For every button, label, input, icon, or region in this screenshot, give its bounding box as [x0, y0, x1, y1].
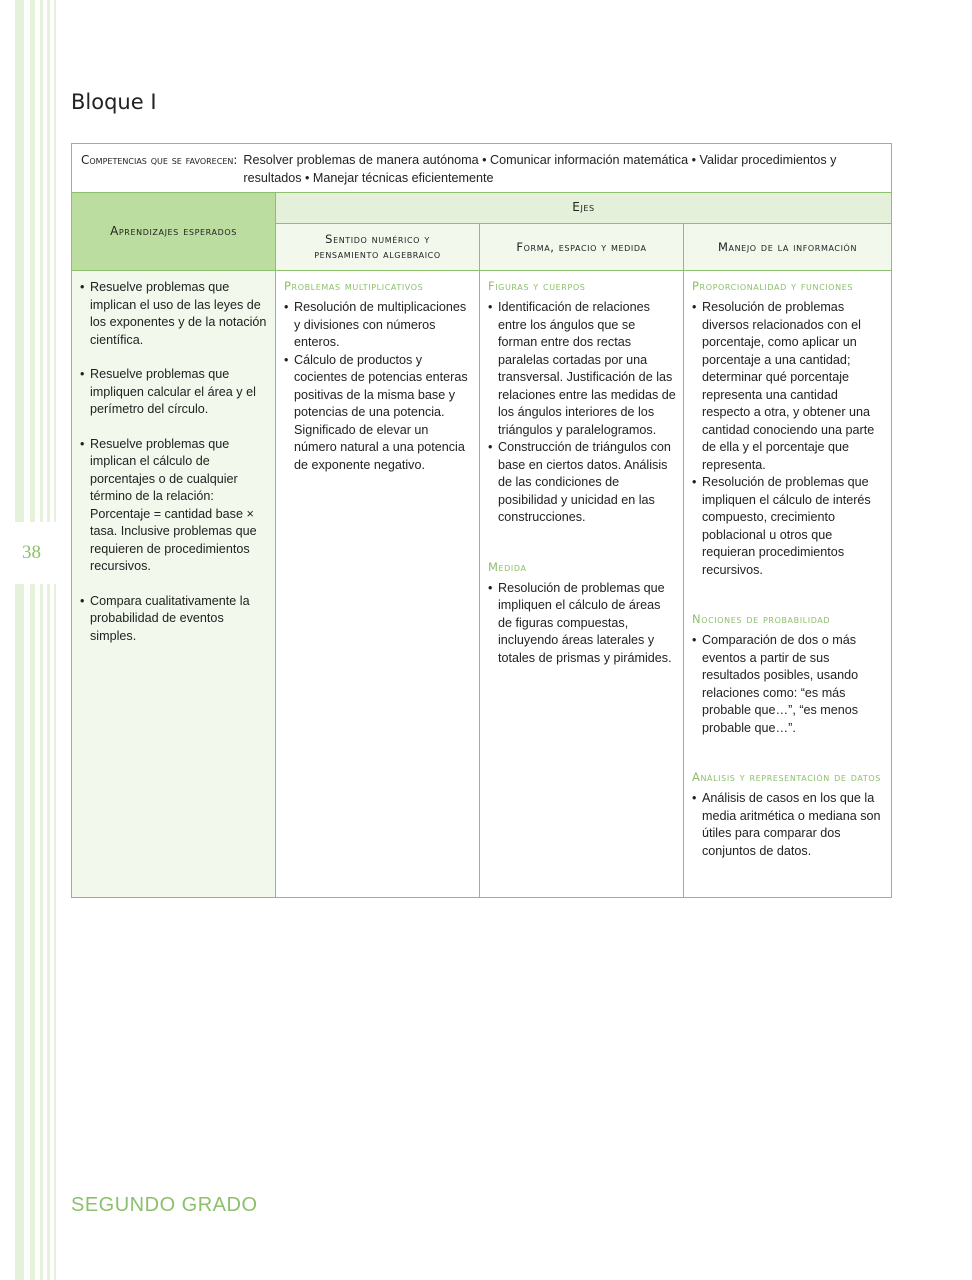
section-manejo — [692, 279, 885, 579]
list-item: • Resolución de problemas que impliquen el cálculo de áreas de figuras compuestas, incluyendo áreas laterales y totales de prismas y pirámides. — [488, 580, 677, 668]
manejo-cell — [684, 271, 892, 898]
page-title: Bloque I — [71, 90, 157, 114]
section-list — [692, 632, 885, 737]
section-list — [692, 790, 885, 860]
section-forma — [488, 560, 677, 668]
header-sentido: Sentido numérico y pensamiento algebraico — [276, 224, 480, 271]
header-aprendizajes: Aprendizajes esperados — [72, 193, 276, 271]
list-item: • Comparación de dos o más eventos a partir de sus resultados posibles, usando relaciones como: “es más probable que…”, “es menos probable que…”. — [692, 632, 885, 737]
decor-stripe — [47, 0, 50, 1280]
section-sentido — [284, 279, 473, 474]
competencias-row — [72, 144, 892, 193]
aprendizaje-item: • Compara cualitativamente la probabilidad de eventos simples. — [80, 593, 269, 646]
decor-stripe — [15, 0, 24, 1280]
page-number: 38 — [22, 542, 41, 563]
aprendizaje-item: • Resuelve problemas que impliquen calcular el área y el perímetro del círculo. — [80, 366, 269, 419]
list-item: • Identificación de relaciones entre los ángulos que se forman entre dos rectas paralelas cortadas por una transversal. Justificación de las relaciones entre las medidas de los ángulos interiores de los triángulos y paralelogramos. — [488, 299, 677, 439]
section-heading: Análisis y representación de datos — [692, 770, 881, 784]
section-heading: Problemas multiplicativos — [284, 279, 424, 293]
section-forma — [488, 279, 677, 527]
header-manejo: Manejo de la información — [684, 224, 892, 271]
decor-stripe — [40, 0, 43, 1280]
aprendizaje-item: • Resuelve problemas que implican el cálculo de porcentajes o de cualquier término de la relación: Porcentaje = cantidad base × tasa. Inclusive problemas que requieren de procedimientos recursivos. — [80, 436, 269, 576]
header-ejes: Ejes — [276, 193, 892, 224]
competencias-text: Resolver problemas de manera autónoma • Comunicar información matemática • Validar procedimientos y resultados • Manejar técnicas eficientemente — [243, 153, 837, 185]
decor-stripe — [30, 0, 35, 1280]
list-item: • Resolución de problemas que impliquen el cálculo de interés compuesto, crecimiento poblacional u otros que requieran procedimientos recursivos. — [692, 474, 885, 579]
section-list — [692, 299, 885, 579]
aprendizajes-cell — [72, 271, 276, 898]
aprendizaje-item: • Resuelve problemas que implican el uso de las leyes de los exponentes y de la notación científica. — [80, 279, 269, 349]
list-item: • Análisis de casos en los que la media aritmética o mediana son útiles para comparar dos conjuntos de datos. — [692, 790, 885, 860]
grade-footer: SEGUNDO GRADO — [71, 1194, 258, 1216]
section-heading: Nociones de probabilidad — [692, 612, 831, 626]
section-list — [488, 580, 677, 668]
section-manejo — [692, 612, 885, 737]
section-heading: Figuras y cuerpos — [488, 279, 586, 293]
sentido-cell — [276, 271, 480, 898]
list-item: • Resolución de problemas diversos relacionados con el porcentaje, como aplicar un porcentaje a una cantidad; determinar qué porcentaje representa una cantidad respecto a otra, y obtener una cantidad conociendo una parte de ella y el porcentaje que representa. — [692, 299, 885, 474]
section-list — [284, 299, 473, 474]
decor-stripe — [54, 0, 56, 1280]
section-manejo — [692, 770, 885, 860]
forma-cell — [480, 271, 684, 898]
section-heading: Proporcionalidad y funciones — [692, 279, 854, 293]
list-item: • Resolución de multiplicaciones y divisiones con números enteros. — [284, 299, 473, 352]
list-item: • Construcción de triángulos con base en ciertos datos. Análisis de las condiciones de posibilidad y unicidad en las construcciones. — [488, 439, 677, 527]
list-item: • Cálculo de productos y cocientes de potencias enteras positivas de la misma base y potencias de una potencia. Significado de elevar un número natural a una potencia de exponente negativo. — [284, 352, 473, 475]
section-list — [488, 299, 677, 527]
competencias-label: Competencias que se favorecen: — [81, 153, 238, 167]
section-heading: Medida — [488, 559, 527, 574]
curriculum-table — [71, 143, 892, 898]
header-forma: Forma, espacio y medida — [480, 224, 684, 271]
